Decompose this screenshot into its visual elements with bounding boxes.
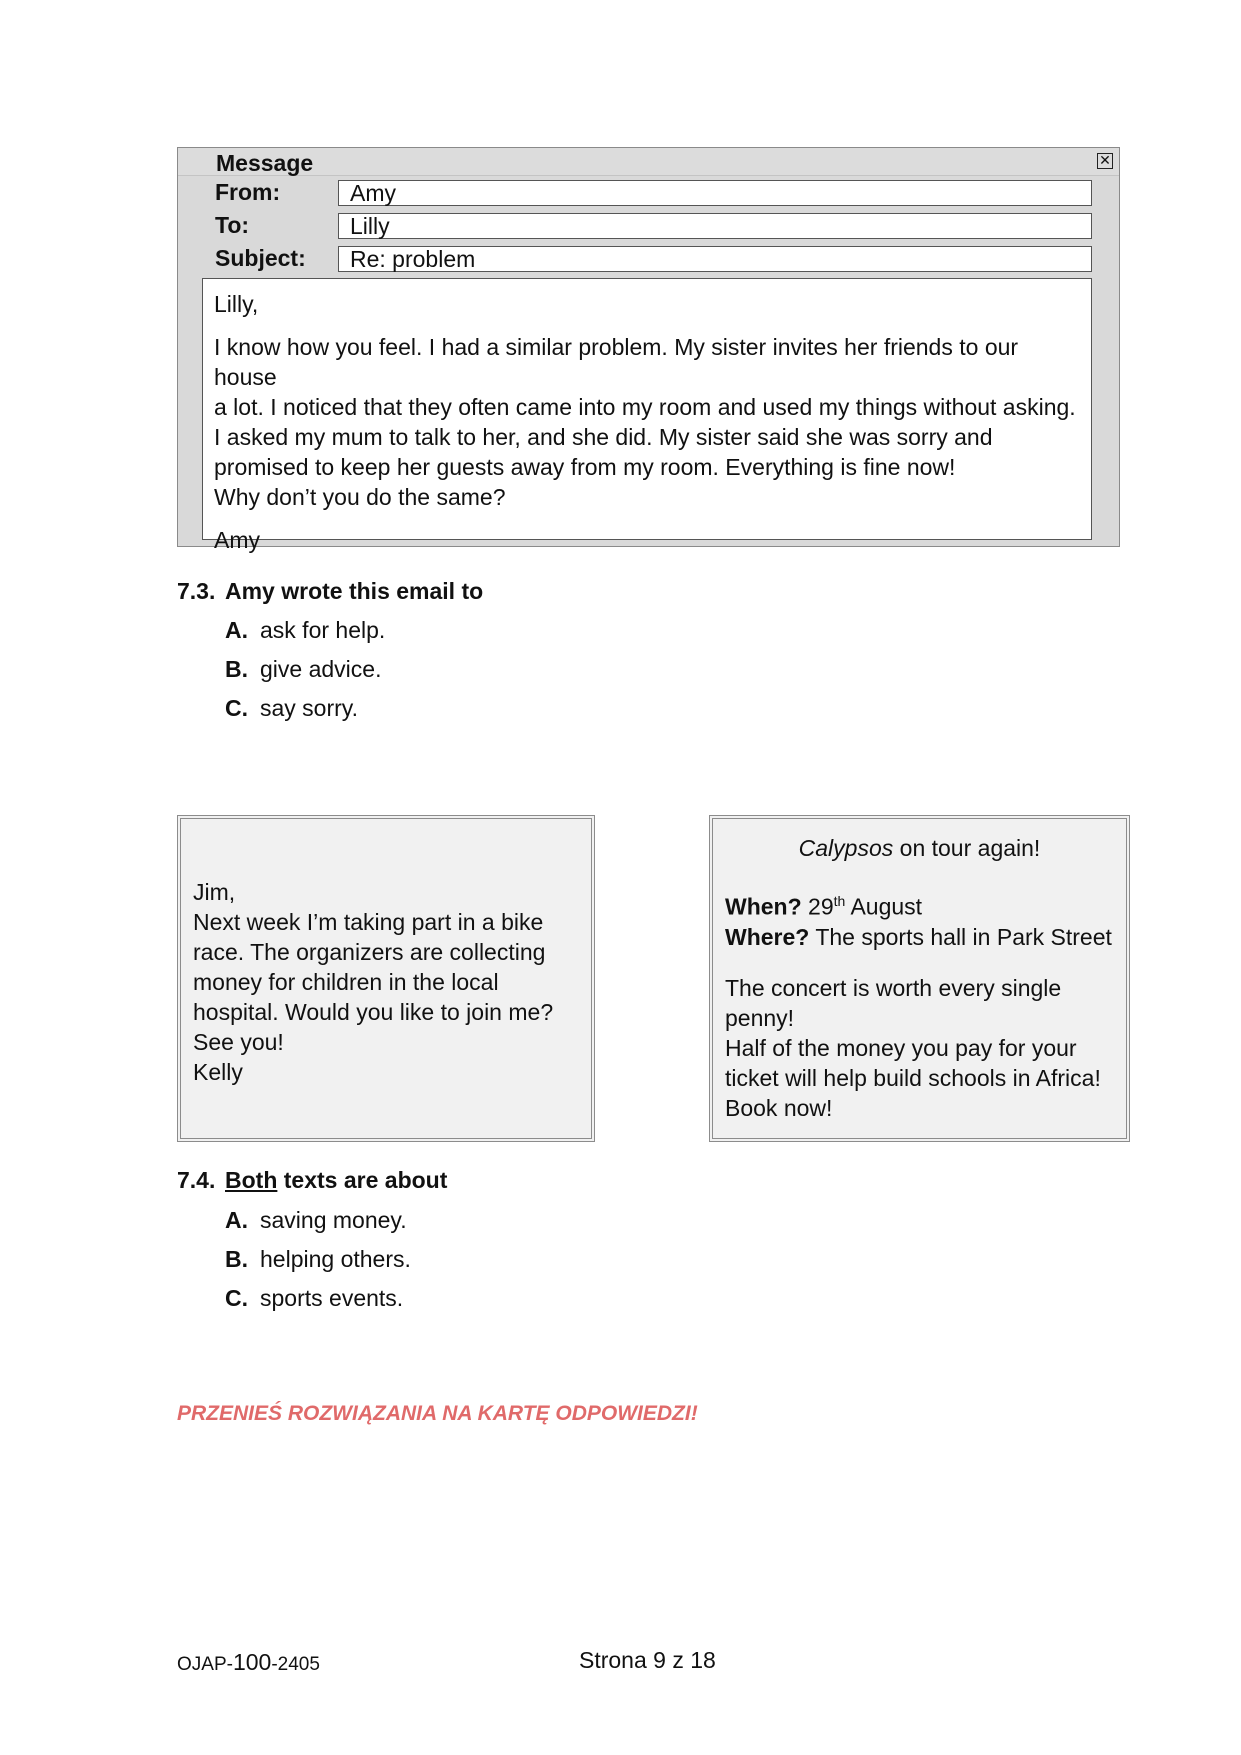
when-month: August	[845, 893, 923, 920]
subject-label: Subject:	[215, 245, 306, 271]
note-line: Book now!	[725, 1094, 833, 1121]
question-emphasis: Both	[225, 1167, 278, 1193]
where-line	[725, 922, 1126, 952]
close-icon[interactable]: ✕	[1097, 153, 1113, 169]
email-body-line: I asked my mum to talk to her, and she did. My sister said she was sorry and	[214, 424, 993, 450]
subject-field[interactable]: Re: problem	[338, 246, 1092, 272]
when-line	[725, 886, 1126, 922]
note-title	[725, 833, 1126, 863]
from-label: From:	[215, 179, 281, 205]
option-b[interactable]	[225, 1246, 411, 1273]
question-number: 7.3.	[177, 578, 216, 604]
email-body-line: Why don’t you do the same?	[214, 484, 506, 510]
option-letter: C.	[225, 1285, 248, 1311]
note-line: Half of the money you pay for your	[725, 1034, 1077, 1061]
option-a[interactable]	[225, 1207, 407, 1234]
option-letter: A.	[225, 617, 248, 643]
option-text: give advice.	[260, 656, 382, 682]
note-line: penny!	[725, 1004, 795, 1031]
option-text: helping others.	[260, 1246, 411, 1272]
when-day: 29	[801, 893, 834, 920]
note-right	[709, 815, 1130, 1142]
note-left	[177, 815, 595, 1142]
option-letter: C.	[225, 695, 248, 721]
when-label: When?	[725, 893, 802, 920]
transfer-notice: PRZENIEŚ ROZWIĄZANIA NA KARTĘ ODPOWIEDZI!	[177, 1402, 698, 1425]
note-line: race. The organizers are collecting	[193, 939, 546, 965]
question-number: 7.4.	[177, 1167, 216, 1193]
email-greeting: Lilly,	[214, 291, 259, 317]
email-window	[177, 147, 1120, 553]
exam-code	[177, 1649, 320, 1676]
exam-code-suffix: -2405	[271, 1654, 320, 1675]
option-text: saving money.	[260, 1207, 407, 1233]
option-c[interactable]	[225, 1285, 403, 1312]
note-line: ticket will help build schools in Africa!	[725, 1064, 1101, 1091]
option-c[interactable]	[225, 695, 358, 722]
option-letter: A.	[225, 1207, 248, 1233]
note-title-rest: on tour again!	[893, 835, 1041, 861]
email-body-line: I know how you feel. I had a similar problem. My sister invites her friends to our house	[214, 334, 1019, 390]
question-text: texts are about	[277, 1167, 448, 1193]
email-header-bar	[178, 148, 1119, 176]
note-line: Next week I’m taking part in a bike	[193, 909, 544, 935]
question-7-4	[177, 1167, 447, 1194]
option-text: ask for help.	[260, 617, 386, 643]
note-line: hospital. Would you like to join me?	[193, 999, 554, 1025]
option-a[interactable]	[225, 617, 385, 644]
question-text: Amy wrote this email to	[225, 578, 484, 604]
email-body[interactable]	[202, 278, 1092, 553]
question-7-3	[177, 578, 483, 605]
option-text: say sorry.	[260, 695, 358, 721]
email-body-line: a lot. I noticed that they often came into my room and used my things without asking.	[214, 394, 1076, 420]
note-line: money for children in the local	[193, 969, 499, 995]
when-sup: th	[833, 893, 846, 909]
note-line: Kelly	[193, 1059, 243, 1085]
from-field[interactable]: Amy	[338, 180, 1092, 206]
note-line: See you!	[193, 1029, 284, 1055]
email-signature: Amy	[214, 527, 260, 553]
option-letter: B.	[225, 656, 248, 682]
where-label: Where?	[725, 923, 810, 950]
option-letter: B.	[225, 1246, 248, 1272]
exam-code-mid: 100	[232, 1649, 272, 1675]
to-label: To:	[215, 212, 250, 238]
where-value: The sports hall in Park Street	[809, 923, 1112, 950]
band-name: Calypsos	[798, 835, 894, 861]
email-body-line: promised to keep her guests away from my room. Everything is fine now!	[214, 454, 956, 480]
note-line: Jim,	[193, 879, 236, 905]
note-line: The concert is worth every single	[725, 974, 1062, 1001]
option-text: sports events.	[260, 1285, 404, 1311]
exam-code-prefix: OJAP-	[177, 1654, 233, 1675]
option-b[interactable]	[225, 656, 381, 683]
page-number: Strona 9 z 18	[579, 1647, 716, 1673]
to-field[interactable]: Lilly	[338, 213, 1092, 239]
email-title: Message	[216, 150, 314, 176]
